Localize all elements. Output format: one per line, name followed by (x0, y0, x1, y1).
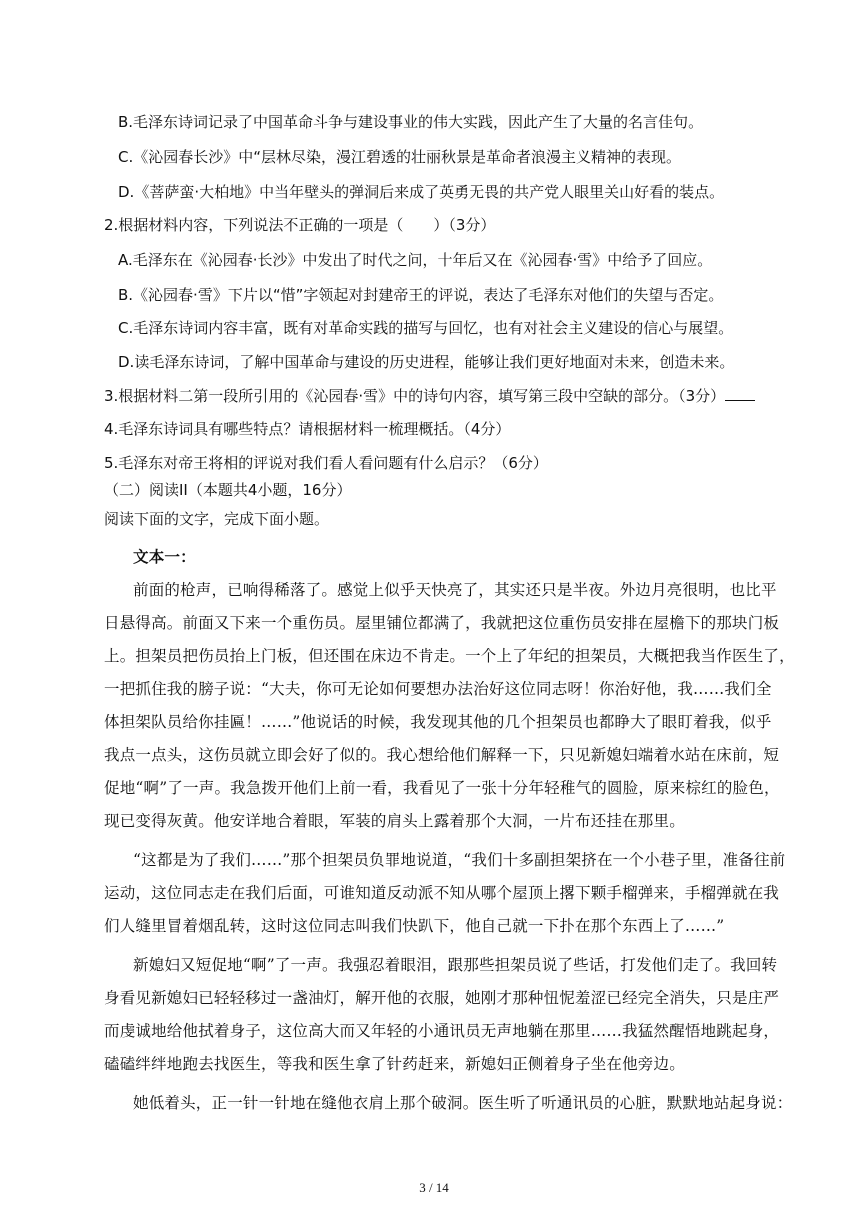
answer-blank (725, 386, 755, 401)
passage-line: 前面的枪声，已响得稀落了。感觉上似乎天快亮了，其实还只是半夜。外边月亮很明，也比平 (133, 581, 777, 599)
q2-option-c: C.毛泽东诗词内容丰富，既有对革命实践的描写与回忆，也有对社会主义建设的信心与展望。 (118, 319, 734, 337)
passage-line: 日悬得高。前面又下来一个重伤员。屋里铺位都满了，我就把这位重伤员安排在屋檐下的那块门板 (104, 614, 780, 632)
reading-instruction: 阅读下面的文字，完成下面小题。 (104, 510, 330, 528)
passage-line: 而虔诚地给他拭着身子，这位高大而又年轻的小通讯员无声地躺在那里……我猛然醒悟地跳起身， (104, 1022, 780, 1040)
passage-line: 身看见新媳妇已轻轻移过一盏油灯，解开他的衣服，她刚才那种忸怩羞涩已经完全消失，只是庄严 (104, 989, 780, 1007)
passage-line: 们人缝里冒着烟乱转，这时这位同志叫我们快趴下，他自己就一下扑在那个东西上了……” (104, 917, 725, 935)
passage-line: 她低着头，正一针一针地在缝他衣肩上那个破洞。医生听了听通讯员的心脏，默默地站起身说： (133, 1094, 793, 1112)
q2-option-d: D.读毛泽东诗词，了解中国革命与建设的历史进程，能够让我们更好地面对未来，创造未来。 (118, 353, 735, 371)
q1-option-b: B.毛泽东诗词记录了中国革命斗争与建设事业的伟大实践，因此产生了大量的名言佳句。 (118, 113, 704, 131)
passage-line: 上。担架员把伤员抬上门板，但还围在床边不肯走。一个上了年纪的担架员，大概把我当作医生了， (104, 647, 795, 665)
passage-line: 运动，这位同志走在我们后面，可谁知道反动派不知从哪个屋顶上撂下颗手榴弹来，手榴弹就在我 (104, 884, 780, 902)
text-one-title: 文本一： (133, 547, 196, 566)
passage-line: “这都是为了我们……”那个担架员负罪地说道，“我们十多副担架挤在一个小巷子里，准备往前 (133, 851, 786, 869)
q3-text: 3.根据材料二第一段所引用的《沁园春·雪》中的诗句内容，填写第三段中空缺的部分。（3分） (104, 387, 726, 405)
q2-option-a: A.毛泽东在《沁园春·长沙》中发出了时代之问，十年后又在《沁园春·雪》中给予了回应。 (118, 251, 713, 269)
passage-line: 现已变得灰黄。他安详地合着眼，军装的肩头上露着那个大洞，一片布还挂在那里。 (104, 812, 685, 830)
passage-line: 新媳妇又短促地“啊”了一声。我强忍着眼泪，跟那些担架员说了些话，打发他们走了。我回转 (133, 956, 778, 974)
q2-option-b: B.《沁园春·雪》下片以“惜”字领起对封建帝王的评说，表达了毛泽东对他们的失望与否定。 (118, 286, 724, 304)
q5-stem: 5.毛泽东对帝王将相的评说对我们看人看问题有什么启示？（6分） (104, 454, 548, 472)
q2-stem: 2.根据材料内容，下列说法不正确的一项是（ ）（3分） (104, 216, 496, 234)
q1-option-c: C.《沁园春长沙》中“层林尽染，漫江碧透的壮丽秋景是革命者浪漫主义精神的表现。 (118, 148, 682, 166)
q3-stem (104, 386, 755, 406)
passage-line: 促地“啊”了一声。我急拨开他们上前一看，我看见了一张十分年轻稚气的圆脸，原来棕红的脸色， (104, 779, 780, 797)
q4-stem: 4.毛泽东诗词具有哪些特点？请根据材料一梳理概括。（4分） (104, 420, 511, 438)
passage-line: 我点一点头，这伤员就立即会好了似的。我心想给他们解释一下，只见新媳妇端着水站在床前，短 (104, 746, 780, 764)
q1-option-d: D.《菩萨蛮·大柏地》中当年壁头的弹洞后来成了英勇无畏的共产党人眼里关山好看的装点。 (118, 183, 725, 201)
passage-line: 磕磕绊绊地跑去找医生，等我和医生拿了针药赶来，新媳妇正侧着身子坐在他旁边。 (104, 1055, 685, 1073)
passage-line: 体担架队员给你挂匾！……”他说话的时候，我发现其他的几个担架员也都睁大了眼盯着我，似乎 (104, 713, 772, 731)
passage-line: 一把抓住我的膀子说：“大夫，你可无论如何要想办法治好这位同志呀！你治好他，我……我们全 (104, 680, 772, 698)
section-heading: （二）阅读II（本题共4小题，16分） (104, 481, 352, 499)
page-number: 3 / 14 (419, 1180, 449, 1195)
